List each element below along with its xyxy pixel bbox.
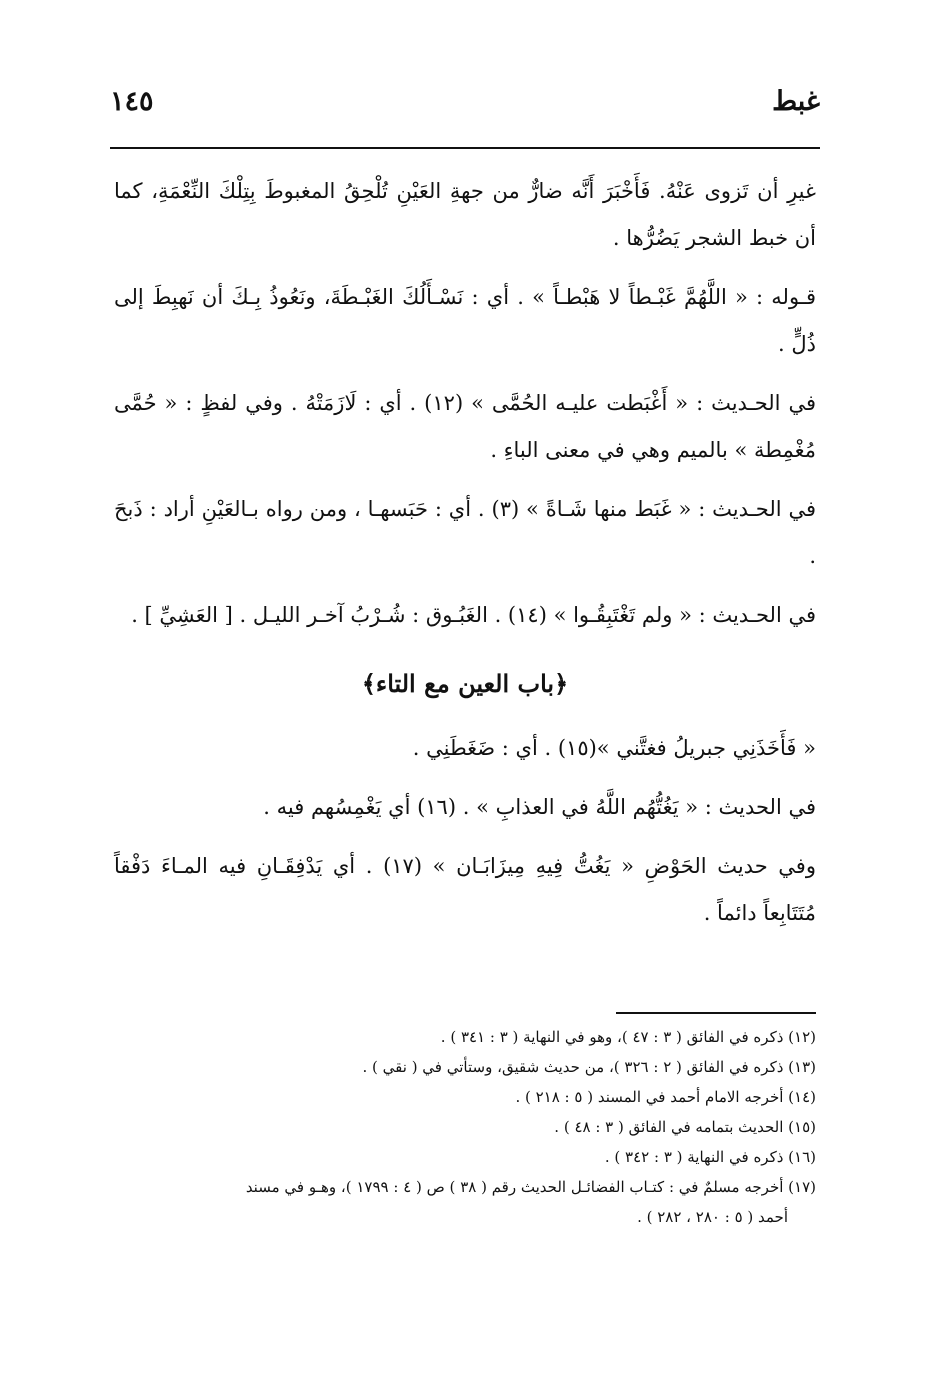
section-heading: ﴿باب العين مع التاء﴾ xyxy=(361,669,569,698)
paragraph: في الحـديث : « ولم تَغْتَبِقُـوا » (١٤) . الغَبُـوق : شُـرْبُ آخـر الليـل . [ العَشِيِّ ] . xyxy=(131,603,816,627)
footnote: (١٧) أخرجه مسلمٌ في : كتـاب الفضائـل الحديث رقم ( ٣٨ ) ص ( ٤ : ١٧٩٩ )، وهـو في مسند xyxy=(245,1178,816,1196)
footnote: (١٦) ذكره في النهاية ( ٣ : ٣٤٢ ) . xyxy=(604,1148,816,1166)
footnote: (١٤) أخرجه الامام أحمد في المسند ( ٥ : ٢١٨ ) . xyxy=(515,1088,816,1106)
main-text xyxy=(114,168,816,949)
running-title: غبط xyxy=(772,86,820,117)
paragraph: في الحـديث : « أَغْبَطت عليـه الحُمَّى » (١٢) . أي : لَازَمَتْهُ . وفي لفظٍ : « حُمَّى مُغْمِطة » بالميم وهي في معنى الباءِ . xyxy=(114,391,816,462)
footnote: (١٢) ذكره في الفائق ( ٣ : ٤٧ )، وهو في النهاية ( ٣ : ٣٤١ ) . xyxy=(440,1028,816,1046)
footnote-continuation: أحمد ( ٥ : ٢٨٠ ، ٢٨٢ ) . xyxy=(637,1208,788,1226)
header-rule xyxy=(110,147,820,149)
footnote-rule xyxy=(616,1012,816,1014)
page-header xyxy=(110,86,820,136)
page-number: ١٤٥ xyxy=(110,86,154,117)
footnote: (١٣) ذكره في الفائق ( ٢ : ٣٢٦ )، من حديث شقيق، وستأتي في ( نقي ) . xyxy=(362,1058,816,1076)
paragraph: « فَأَخَذَنِي جبريلُ فغتَّني »(١٥) . أي : ضَغَطَنِي . xyxy=(412,736,816,760)
paragraph: غيرِ أن تَزوى عَنْهُ. فَأَخْبَرَ أَنَّه ضارٌّ من جهةِ العَيْنِ تُلْحِقُ المغبوطَ بِتِلْكَ النِّعْمَةِ، كما أن خبط الشجر يَضُرُّها . xyxy=(114,179,816,250)
paragraph: قـوله : « اللَّهُمَّ غَبْـطاً لا هَبْطـاً » . أي : نَسْـأَلُكَ الغَبْـطَةَ، ونَعُوذُ بِـكَ أن نَهبِطَ إلى ذُلٍّ . xyxy=(114,285,816,356)
paragraph: وفي حديث الحَوْضِ « يَغُتُّ فِيهِ مِيزَابَـان » (١٧) . أي يَدْفِقَـانِ فيه المـاءَ دَفْقاً مُتَتَابِعاً دائماً . xyxy=(114,854,816,925)
footnotes xyxy=(112,1022,816,1232)
paragraph: في الحـديث : « غَبَط منها شَـاةً » (٣) . أي : حَبَسهـا ، ومن رواه بـالعَيْنِ أراد : ذَبحَ . xyxy=(114,497,817,568)
paragraph: في الحديث : « يَغُتُّهُم اللَّهُ في العذابِ » . (١٦) أي يَغْمِسُهم فيه . xyxy=(263,795,816,819)
footnote: (١٥) الحديث بتمامه في الفائق ( ٣ : ٤٨ ) . xyxy=(554,1118,816,1136)
